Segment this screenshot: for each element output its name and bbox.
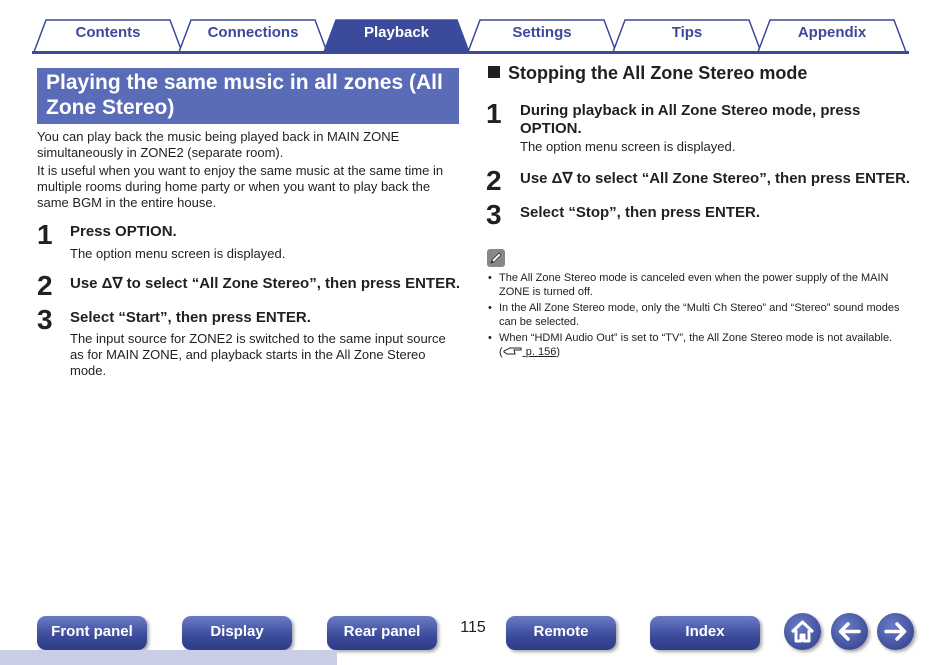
note-item (488, 271, 908, 299)
step-number: 2 (37, 270, 53, 301)
tab-underline (32, 51, 909, 54)
step-number: 1 (486, 98, 502, 129)
step-body: The option menu screen is displayed. (70, 246, 286, 261)
intro-paragraph: It is useful when you want to enjoy the same music at the same time in multiple rooms during home party or when you want to play back the same BGM in the entire house. (37, 163, 444, 210)
step-heading: Select “Start”, then press ENTER. (70, 309, 311, 326)
back-arrow-icon[interactable] (831, 613, 868, 650)
step-number: 1 (37, 219, 53, 250)
front-panel-button[interactable]: Front panel (37, 616, 147, 650)
step-heading: Select “Stop”, then press ENTER. (520, 204, 761, 221)
page-ref-text: p. 156 (525, 346, 557, 358)
step-number: 3 (486, 199, 502, 230)
tab-appendix[interactable]: Appendix (797, 24, 867, 41)
tab-tips[interactable]: Tips (671, 24, 703, 41)
note-text: When “HDMI Audio Out” is set to “TV”, the All Zone Stereo mode is not available. (499, 332, 893, 344)
display-button[interactable]: Display (182, 616, 292, 650)
note-text: The All Zone Stereo mode is canceled even when the power supply of the MAIN ZONE is turned off. (499, 272, 889, 298)
page-number: 115 (460, 619, 486, 636)
pencil-note-icon (487, 249, 505, 267)
rear-panel-button[interactable]: Rear panel (327, 616, 437, 650)
tab-settings[interactable]: Settings (512, 24, 572, 41)
step-body: The input source for ZONE2 is switched to the same input source as for MAIN ZONE, and playback starts in the All Zone Stereo mode. (70, 331, 446, 378)
remote-button[interactable]: Remote (506, 616, 616, 650)
bottom-band (0, 650, 337, 665)
step-heading: Press OPTION. (70, 223, 177, 240)
pointing-hand-icon (503, 345, 523, 356)
page-ref-link[interactable] (503, 346, 557, 358)
step-heading: Use Δ∇ to select “All Zone Stereo”, then press ENTER. (520, 170, 911, 187)
intro-paragraph: You can play back the music being played back in MAIN ZONE simultaneously in ZONE2 (separate room). (37, 129, 400, 160)
section-title: Playing the same music in all zones (All Zone Stereo) (37, 68, 459, 124)
intro-text (37, 129, 462, 213)
step-number: 2 (486, 165, 502, 196)
step-body: The option menu screen is displayed. (520, 139, 736, 154)
step-heading: Use Δ∇ to select “All Zone Stereo”, then press ENTER. (70, 275, 461, 292)
index-button[interactable]: Index (650, 616, 760, 650)
tab-contents[interactable]: Contents (75, 24, 141, 41)
note-item (488, 301, 908, 329)
note-text: In the All Zone Stereo mode, only the “Multi Ch Stereo” and “Stereo” sound modes can be selected. (499, 302, 900, 328)
tab-playback[interactable]: Playback (363, 24, 430, 41)
home-icon[interactable] (784, 613, 821, 650)
section-square-bullet (488, 66, 500, 78)
step-heading: During playback in All Zone Stereo mode, press OPTION. (520, 102, 861, 137)
forward-arrow-icon[interactable] (877, 613, 914, 650)
tab-bar (32, 18, 909, 54)
subsection-title: Stopping the All Zone Stereo mode (508, 63, 808, 83)
notes-list (488, 271, 908, 361)
step-number: 3 (37, 304, 53, 335)
note-item: • When “HDMI Audio Out” is set to “TV”, the All Zone Stereo mode is not available. ( p. 156) (488, 331, 908, 359)
tab-connections[interactable]: Connections (207, 24, 299, 41)
